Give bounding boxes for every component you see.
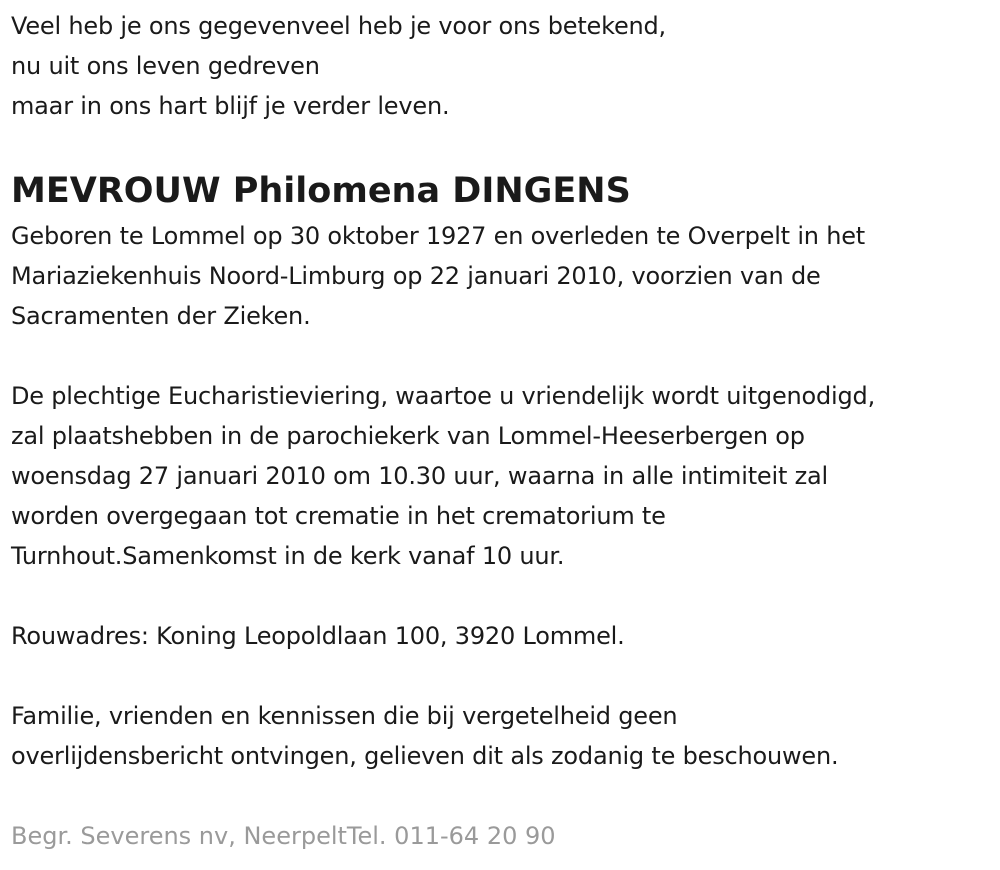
paragraph-line: Geboren te Lommel op 30 oktober 1927 en overleden te Overpelt in het: [11, 222, 866, 250]
notice-paragraph: [11, 696, 996, 776]
poem: [11, 6, 996, 126]
paragraph-line: Sacramenten der Zieken.: [11, 302, 311, 330]
paragraph-line: woensdag 27 januari 2010 om 10.30 uur, waarna in alle intimiteit zal: [11, 462, 828, 490]
paragraph-line: Rouwadres: Koning Leopoldlaan 100, 3920 Lommel.: [11, 622, 625, 650]
poem-line: Veel heb je ons gegevenveel heb je voor ons betekend,: [11, 12, 666, 40]
obituary-notice: [11, 6, 996, 856]
paragraph-line: Turnhout.Samenkomst in de kerk vanaf 10 uur.: [11, 542, 565, 570]
paragraph-line: Mariaziekenhuis Noord-Limburg op 22 januari 2010, voorzien van de: [11, 262, 821, 290]
funeral-home-footer: Begr. Severens nv, NeerpeltTel. 011-64 20 90: [11, 822, 556, 850]
poem-line: maar in ons hart blijf je verder leven.: [11, 92, 450, 120]
address-paragraph: [11, 616, 996, 656]
deceased-name: MEVROUW Philomena DINGENS: [11, 171, 631, 211]
poem-line: nu uit ons leven gedreven: [11, 52, 320, 80]
paragraph-line: overlijdensbericht ontvingen, gelieven dit als zodanig te beschouwen.: [11, 742, 839, 770]
birth-death-paragraph: [11, 216, 996, 336]
ceremony-paragraph: [11, 376, 996, 576]
paragraph-line: zal plaatshebben in de parochiekerk van Lommel-Heeserbergen op: [11, 422, 805, 450]
paragraph-line: De plechtige Eucharistieviering, waartoe u vriendelijk wordt uitgenodigd,: [11, 382, 876, 410]
paragraph-line: Familie, vrienden en kennissen die bij vergetelheid geen: [11, 702, 678, 730]
paragraph-line: worden overgegaan tot crematie in het crematorium te: [11, 502, 666, 530]
